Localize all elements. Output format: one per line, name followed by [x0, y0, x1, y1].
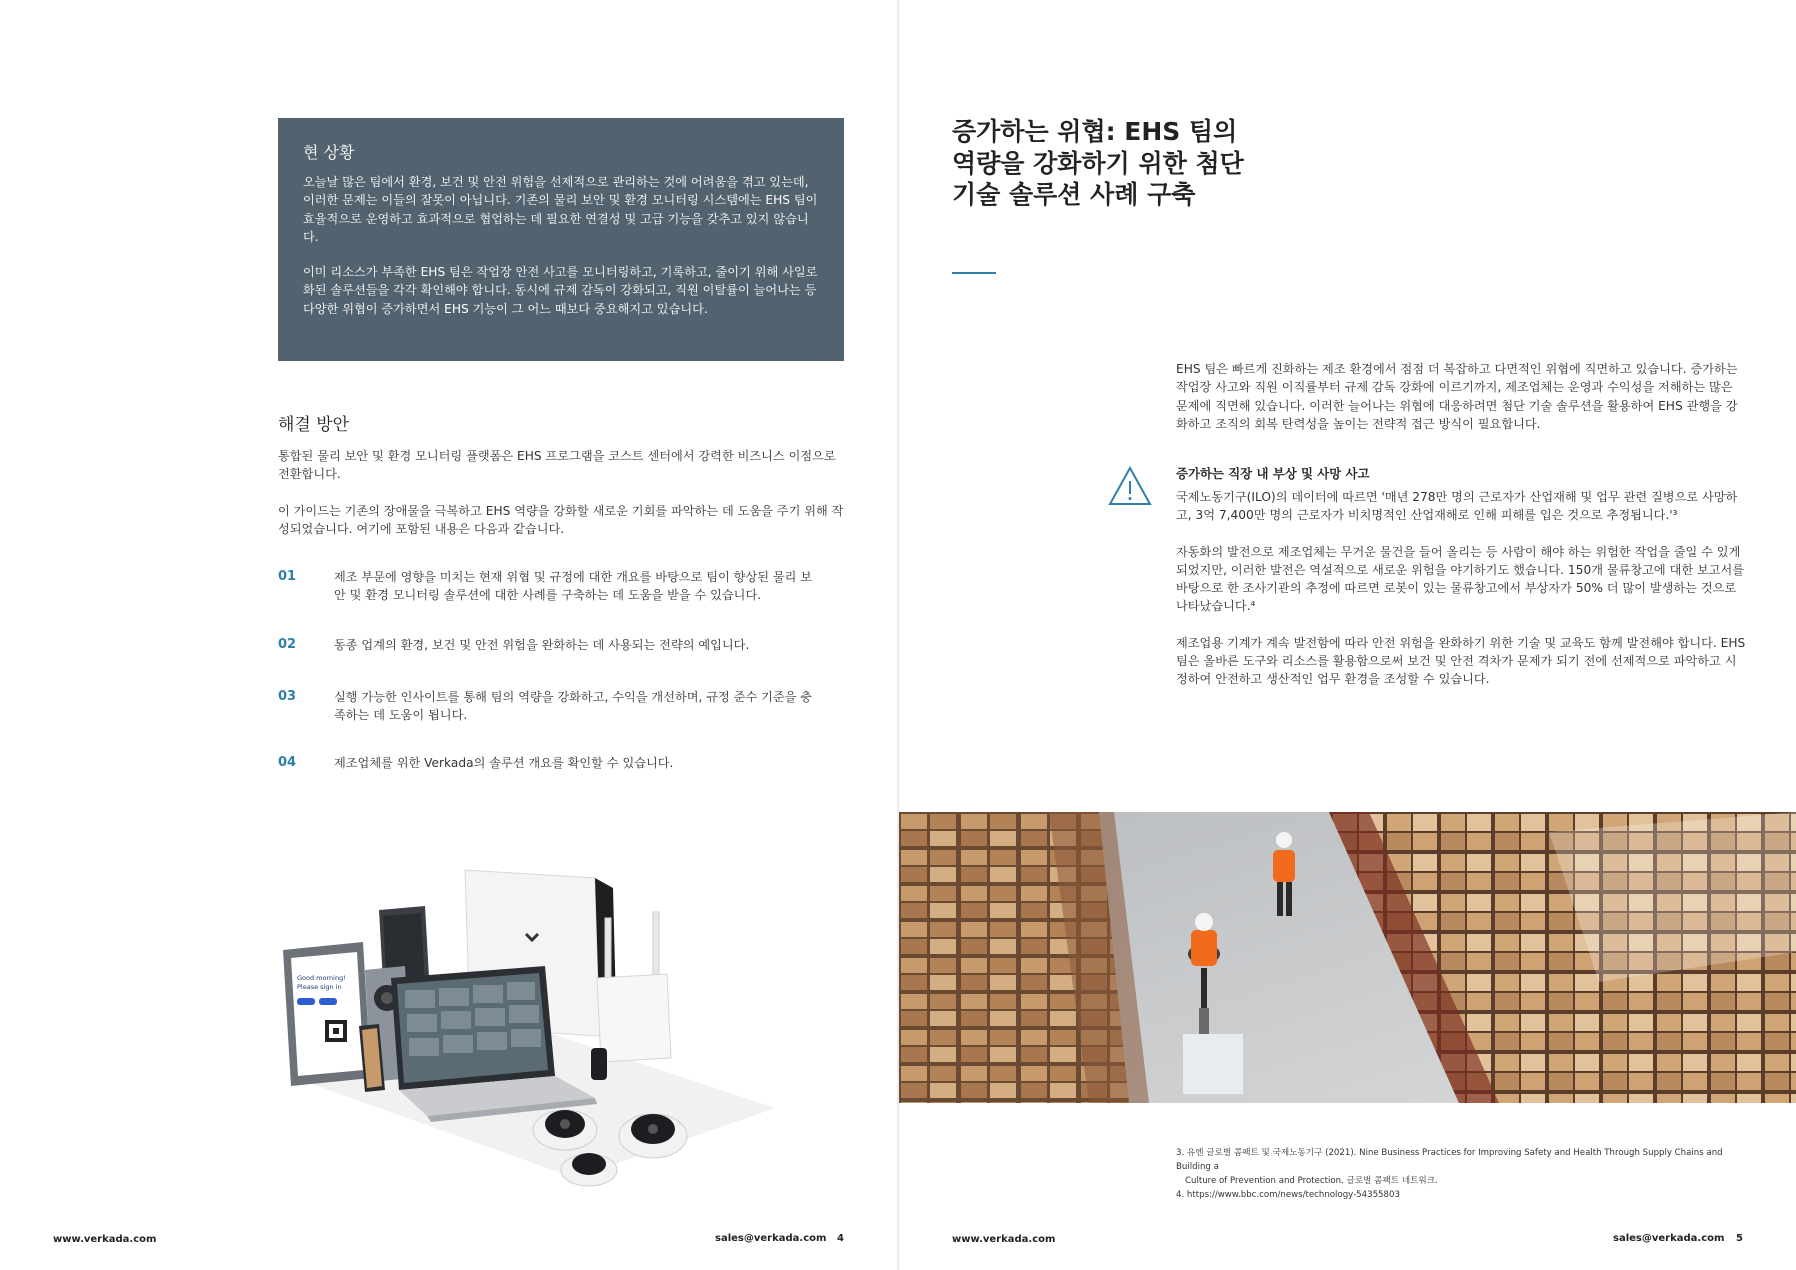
footnote-3-line-2: Culture of Prevention and Protection. 글로벌 콤팩트 네트워크.: [1185, 1176, 1438, 1186]
injury-title: 증가하는 직장 내 부상 및 사망 사고: [1176, 466, 1370, 481]
page-headline: 증가하는 위협: EHS 팀의 역량을 강화하기 위한 첨단 기술 솔루션 사례 구축: [952, 117, 1244, 209]
tablet-signin-text: Please sign in: [297, 983, 342, 991]
headline-divider: [952, 272, 996, 274]
list-number: 02: [278, 637, 297, 652]
list-item: [278, 636, 844, 654]
solution-title: 해결 방안: [278, 415, 350, 435]
footer-email[interactable]: sales@verkada.com: [1613, 1233, 1725, 1244]
solution-paragraph-2: 이 가이드는 기존의 장애물을 극복하고 EHS 역량을 강화할 새로운 기회를 파악하는 데 도움을 주기 위해 작성되었습니다. 여기에 포함된 내용은 다음과 같습니다.: [278, 503, 844, 536]
intro-paragraph: EHS 팀은 빠르게 진화하는 제조 환경에서 점점 더 복잡하고 다면적인 위협에 직면하고 있습니다. 증가하는 작업장 사고와 직원 이직률부터 규제 감독 강화에 이르기까지, 제조업체는 운영과 수익성을 저해하는 많은 문제에 직면해 있습니다. 이러한 늘어나는 위협에 대응하려면 첨단 기술 솔루션을 활용하여 EHS 관행을 강화하고 조직의 회복 탄력성을 높이는 전략적 접근 방식이 필요합니다.: [1176, 362, 1738, 431]
injury-paragraph-3: 제조업용 기계가 계속 발전함에 따라 안전 위험을 완화하기 위한 기술 및 교육도 함께 발전해야 합니다. EHS 팀은 올바른 도구와 리소스를 활용함으로써 보건 및 안전 격차가 문제가 되기 전에 선제적으로 파악하고 시정하여 안전하고 생산적인 업무 환경을 조성할 수 있습니다.: [1176, 635, 1746, 687]
injury-paragraph-2: 자동화의 발전으로 제조업체는 무거운 물건을 들어 올리는 등 사람이 해야 하는 위험한 작업을 줄일 수 있게 되었지만, 이러한 발전은 역설적으로 새로운 위험을 야기하기도 했습니다. 150개 물류창고에 대한 보고서를 바탕으로 한 조사기관의 추정에 따르면 로봇이 있는 물류창고에서 부상자가 50% 더 많이 발생하는 것으로 나타났습니다.⁴: [1176, 544, 1745, 614]
current-situation-title: 현 상황: [303, 143, 355, 162]
footnotes: [1176, 1146, 1746, 1202]
list-item: [278, 568, 844, 605]
list-text: 동종 업계의 환경, 보건 및 안전 위험을 완화하는 데 사용되는 전략의 예입니다.: [334, 638, 750, 652]
current-situation-paragraph-2: 이미 리소스가 부족한 EHS 팀은 작업장 안전 사고를 모니터링하고, 기록하고, 줄이기 위해 사일로화된 솔루션들을 각각 확인해야 합니다. 동시에 규제 감독이 강화되고, 직원 이탈률이 늘어나는 등 다양한 위협이 증가하면서 EHS 기능이 그 어느 때보다 중요해지고 있습니다.: [303, 265, 818, 316]
list-item: [278, 688, 844, 725]
list-text: 제조업체를 위한 Verkada의 솔루션 개요를 확인할 수 있습니다.: [334, 756, 674, 770]
current-situation-paragraph-1: 오늘날 많은 팀에서 환경, 보건 및 안전 위험을 선제적으로 관리하는 것에 어려움을 겪고 있는데, 이러한 문제는 이들의 잘못이 아닙니다. 기존의 물리 보안 및 환경 모니터링 시스템에는 EHS 팀이 효율적으로 운영하고 효과적으로 협업하는 데 필요한 연결성 및 고급 기능을 갖추고 있지 않습니다.: [303, 175, 818, 244]
current-situation-box: [278, 118, 844, 361]
tablet-greeting-text: Good morning!: [297, 974, 346, 982]
list-text: 실행 가능한 인사이트를 통해 팀의 역량을 강화하고, 수익을 개선하며, 규정 준수 기준을 충족하는 데 도움이 됩니다.: [334, 690, 813, 723]
footnote-4[interactable]: 4. https://www.bbc.com/news/technology-54355803: [1176, 1190, 1400, 1200]
list-item: [278, 754, 844, 772]
solution-section: [278, 410, 844, 556]
footer-website[interactable]: www.verkada.com: [53, 1234, 157, 1245]
footnote-3-line-1: 3. 유엔 글로벌 콤팩트 및 국제노동기구 (2021). Nine Business Practices for Improving Safety and Health Through Supply Chains and Building a: [1176, 1148, 1723, 1172]
footer-website[interactable]: www.verkada.com: [952, 1234, 1056, 1245]
page-number: 4: [837, 1233, 844, 1244]
list-text: 제조 부문에 영향을 미치는 현재 위협 및 규정에 대한 개요를 바탕으로 팀이 향상된 물리 보안 및 환경 모니터링 솔루션에 대한 사례를 구축하는 데 도움을 받을 수 있습니다.: [334, 570, 813, 603]
list-number: 04: [278, 755, 297, 770]
warehouse-photo: [899, 812, 1796, 1103]
page-number: 5: [1736, 1233, 1743, 1244]
injury-section: [1176, 464, 1746, 707]
list-number: 01: [278, 569, 297, 584]
solution-paragraph-1: 통합된 물리 보안 및 환경 모니터링 플랫폼은 EHS 프로그램을 코스트 센터에서 강력한 비즈니스 이점으로 전환합니다.: [278, 449, 836, 482]
page-5: [899, 0, 1796, 1270]
verkada-devices-illustration: [275, 858, 795, 1198]
page-4: [0, 0, 897, 1270]
footer-email[interactable]: sales@verkada.com: [715, 1233, 827, 1244]
list-number: 03: [278, 689, 297, 704]
warning-triangle-icon: [1108, 466, 1152, 506]
injury-paragraph-1: 국제노동기구(ILO)의 데이터에 따르면 '매년 278만 명의 근로자가 산업재해 및 업무 관련 질병으로 사망하고, 3억 7,400만 명의 근로자가 비치명적인 산업재해로 인해 피해를 입은 것으로 추정됩니다.'³: [1176, 490, 1738, 523]
